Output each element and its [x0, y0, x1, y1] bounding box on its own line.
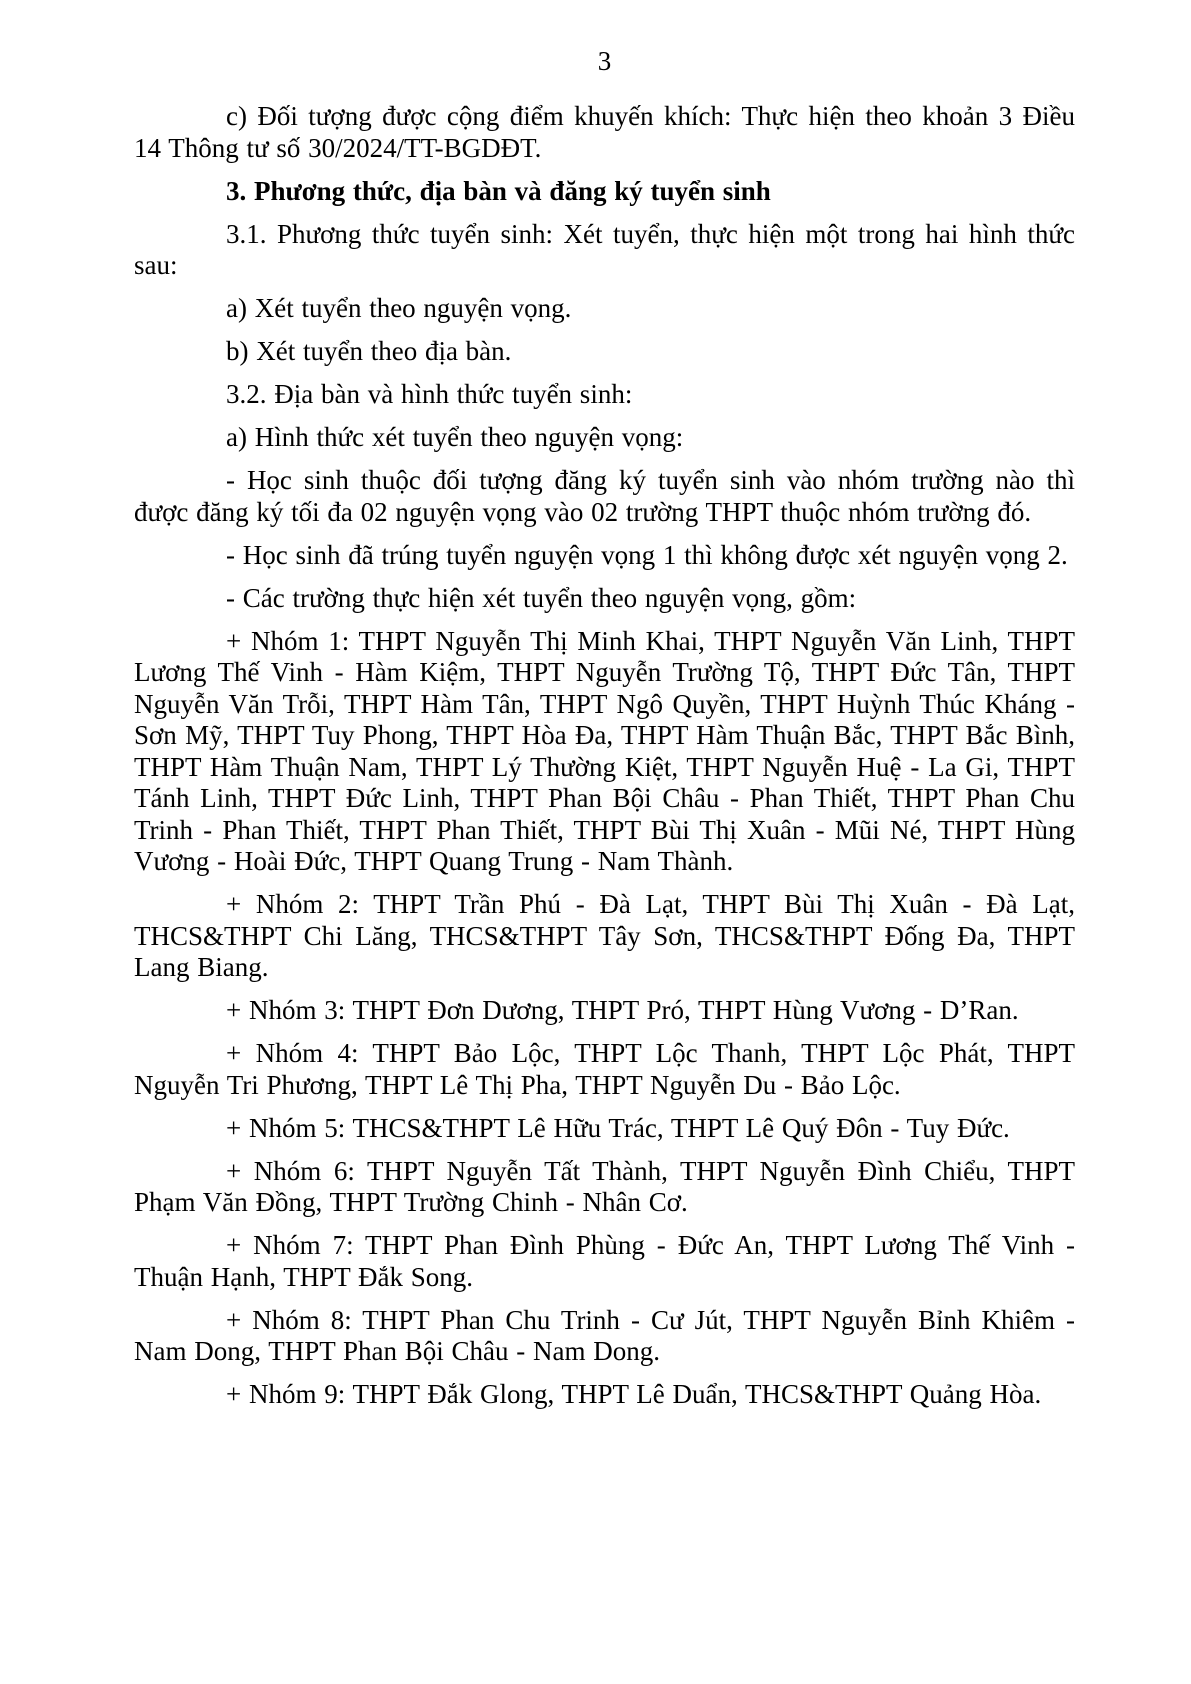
paragraph-group-2: + Nhóm 2: THPT Trần Phú - Đà Lạt, THPT Bùi Thị Xuân - Đà Lạt, THCS&THPT Chi Lăng, THCS&THPT Tây Sơn, THCS&THPT Đống Đa, THPT Lang Biang. — [134, 889, 1075, 982]
paragraph-group-7: + Nhóm 7: THPT Phan Đình Phùng - Đức An, THPT Lương Thế Vinh - Thuận Hạnh, THPT Đắk Song. — [134, 1230, 1075, 1292]
paragraph-dash-2: - Học sinh đã trúng tuyển nguyện vọng 1 thì không được xét nguyện vọng 2. — [226, 539, 1068, 570]
paragraph-group-3: + Nhóm 3: THPT Đơn Dương, THPT Pró, THPT Hùng Vương - D’Ran. — [226, 995, 1019, 1025]
paragraph-3-1: 3.1. Phương thức tuyển sinh: Xét tuyển, thực hiện một trong hai hình thức sau: — [134, 218, 1075, 280]
section-heading-3: 3. Phương thức, địa bàn và đăng ký tuyển sinh — [226, 175, 771, 206]
paragraph-group-9: + Nhóm 9: THPT Đắk Glong, THPT Lê Duẩn, THCS&THPT Quảng Hòa. — [226, 1379, 1042, 1409]
paragraph-group-5: + Nhóm 5: THCS&THPT Lê Hữu Trác, THPT Lê Quý Đôn - Tuy Đức. — [226, 1112, 1010, 1143]
paragraph-group-8: + Nhóm 8: THPT Phan Chu Trinh - Cư Jút, THPT Nguyễn Bỉnh Khiêm - Nam Dong, THPT Phan Bội Châu - Nam Dong. — [134, 1304, 1075, 1366]
paragraph-group-1: + Nhóm 1: THPT Nguyễn Thị Minh Khai, THPT Nguyễn Văn Linh, THPT Lương Thế Vinh - Hàm Kiệm, THPT Nguyễn Trường Tộ, THPT Đức Tân, THPT Nguyễn Văn Trỗi, THPT Hàm Tân, THPT Ngô Quyền, THPT Huỳnh Thúc Kháng - Sơn Mỹ, THPT Tuy Phong, THPT Hòa Đa, THPT Hàm Thuận Bắc, THPT Bắc Bình, THPT Hàm Thuận Nam, THPT Lý Thường Kiệt, THPT Nguyễn Huệ - La Gi, THPT Tánh Linh, THPT Đức Linh, THPT Phan Bội Châu - Phan Thiết, THPT Phan Chu Trinh - Phan Thiết, THPT Phan Thiết, THPT Bùi Thị Xuân - Mũi Né, THPT Hùng Vương - Hoài Đức, THPT Quang Trung - Nam Thành. — [134, 625, 1075, 876]
paragraph-dash-3: - Các trường thực hiện xét tuyển theo nguyện vọng, gồm: — [226, 582, 857, 613]
paragraph-dash-1: - Học sinh thuộc đối tượng đăng ký tuyển sinh vào nhóm trường nào thì được đăng ký tối đa 02 nguyện vọng vào 02 trường THPT thuộc nhóm trường đó. — [134, 465, 1075, 527]
paragraph-group-4: + Nhóm 4: THPT Bảo Lộc, THPT Lộc Thanh, THPT Lộc Phát, THPT Nguyễn Tri Phương, THPT Lê Thị Pha, THPT Nguyễn Du - Bảo Lộc. — [134, 1038, 1075, 1100]
paragraph-point-a-2: a) Hình thức xét tuyển theo nguyện vọng: — [226, 422, 684, 452]
paragraph-point-b: b) Xét tuyển theo địa bàn. — [226, 336, 512, 366]
paragraph-group-6: + Nhóm 6: THPT Nguyễn Tất Thành, THPT Nguyễn Đình Chiểu, THPT Phạm Văn Đồng, THPT Trường Chinh - Nhân Cơ. — [134, 1155, 1075, 1217]
paragraph-3-2: 3.2. Địa bàn và hình thức tuyển sinh: — [226, 379, 633, 409]
page-number: 3 — [597, 46, 612, 76]
paragraph-point-a: a) Xét tuyển theo nguyện vọng. — [226, 293, 572, 323]
paragraph-point-c: c) Đối tượng được cộng điểm khuyến khích: Thực hiện theo khoản 3 Điều 14 Thông tư số 30/2024/TT-BGDĐT. — [134, 101, 1075, 163]
